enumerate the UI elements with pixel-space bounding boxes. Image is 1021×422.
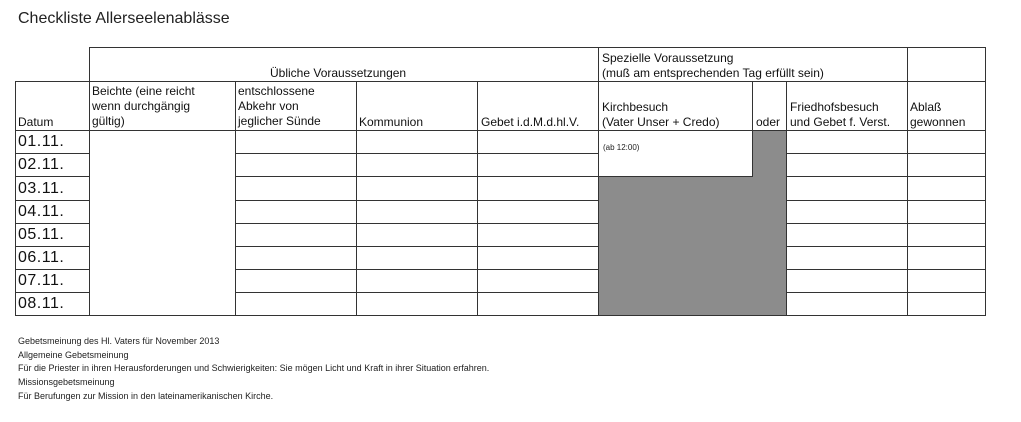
header-group-special: Spezielle Voraussetzung (muß am entsprechenden Tag erfüllt sein): [602, 51, 824, 80]
date-row-label: 08.11.: [18, 295, 65, 312]
date-row-label: 05.11.: [18, 226, 65, 243]
header-oder: oder: [756, 115, 781, 129]
note-line: Für Berufungen zur Mission in den lateinamerikanischen Kirche.: [18, 390, 274, 401]
kirchbesuch-time-note: (ab 12:00): [603, 143, 640, 152]
header-gebet: Gebet i.d.M.d.hl.V.: [481, 115, 580, 129]
header-ablass: Ablaß gewonnen: [910, 100, 966, 129]
header-beichte: Beichte (eine reicht wenn durchgängig gültig): [92, 84, 195, 128]
prayer-intentions: [18, 335, 489, 404]
date-row-label: 01.11.: [18, 133, 65, 150]
header-friedhof: Friedhofsbesuch und Gebet f. Verst.: [790, 100, 891, 129]
note-line: Gebetsmeinung des Hl. Vaters für November 2013: [18, 336, 220, 346]
date-row-label: 07.11.: [18, 272, 65, 289]
date-row-label: 06.11.: [18, 249, 65, 266]
note-line: Allgemeine Gebetsmeinung: [18, 349, 129, 360]
note-line: Missionsgebetsmeinung: [18, 377, 115, 388]
header-abkehr: entschlossene Abkehr von jeglicher Sünde: [238, 84, 321, 128]
header-datum: Datum: [18, 115, 54, 129]
date-row-label: 02.11.: [18, 156, 65, 173]
header-group-usual: Übliche Voraussetzungen: [270, 66, 407, 80]
date-row-label: 03.11.: [18, 180, 65, 197]
header-kommunion: Kommunion: [359, 115, 424, 129]
header-kirchbesuch: Kirchbesuch (Vater Unser + Credo): [602, 100, 720, 129]
note-line: Für die Priester in ihren Herausforderungen und Schwierigkeiten: Sie mögen Licht und Kraft in ihrer Situation erfahren.: [18, 363, 490, 374]
page-title: Checkliste Allerseelenablässe: [18, 10, 230, 27]
shaded-oder-column: [752, 130, 786, 315]
shaded-kirchbesuch-block: [598, 176, 752, 315]
date-row-label: 04.11.: [18, 203, 65, 220]
